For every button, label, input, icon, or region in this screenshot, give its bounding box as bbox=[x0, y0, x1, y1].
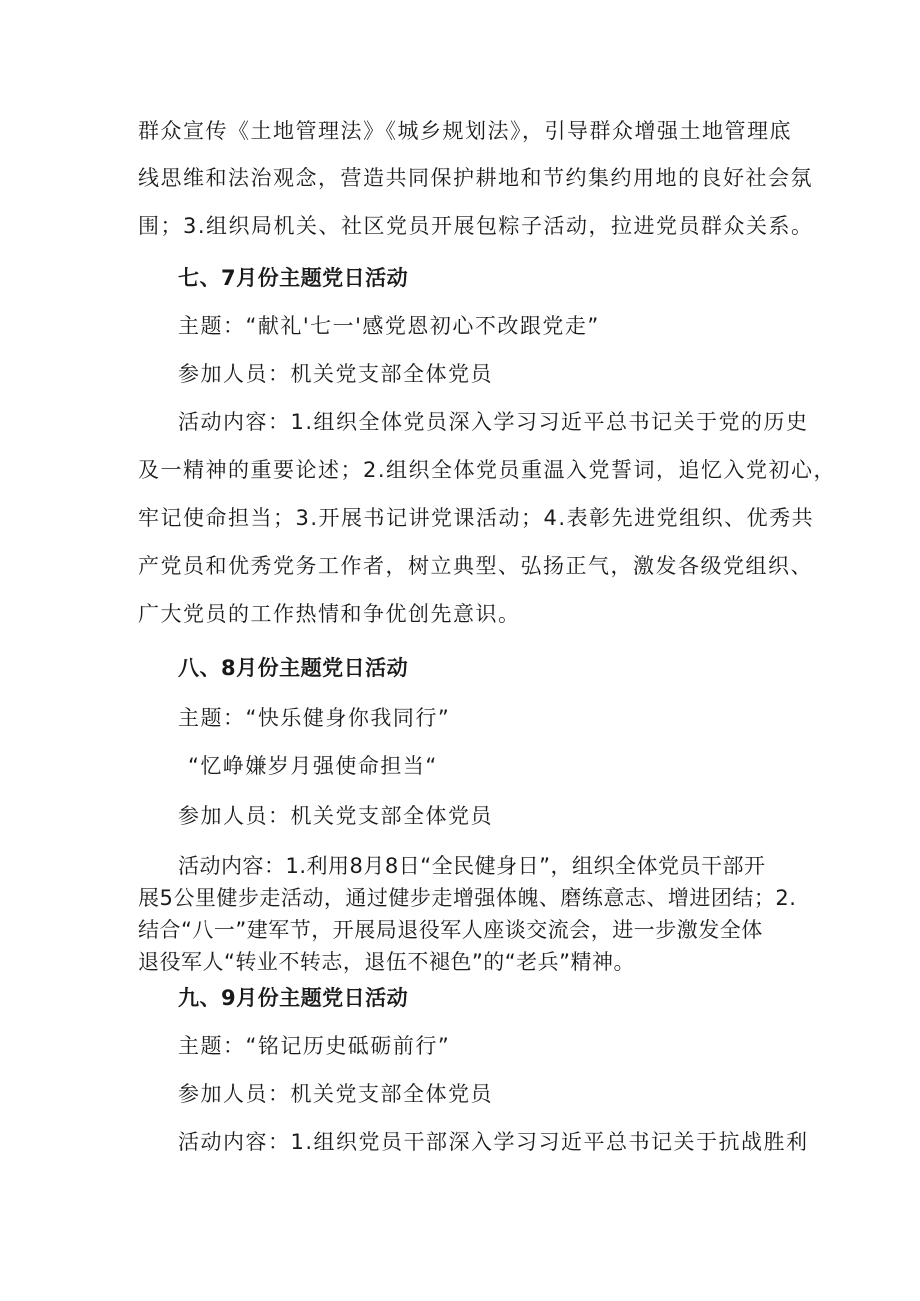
section-8-theme: 主题：“快乐健身你我同行” bbox=[178, 706, 451, 730]
section-7-content-line: 牢记使命担当；3.开展书记讲党课活动；4.表彰先进党组织、优秀共 bbox=[138, 506, 815, 530]
section-7-content-line: 产党员和优秀党务工作者，树立典型、弘扬正气，激发各级党组织、 bbox=[138, 554, 813, 578]
section-9-content-line: 活动内容：1.组织党员干部深入学习习近平总书记关于抗战胜利 bbox=[178, 1130, 809, 1154]
section-7-content-line: 广大党员的工作热情和争优创先意识。 bbox=[138, 602, 521, 626]
section-8-participants: 参加人员：机关党支部全体党员 bbox=[178, 804, 493, 828]
section-7-content-line: 及一精神的重要论述；2.组织全体党员重温入党誓词，追忆入党初心， bbox=[138, 458, 837, 482]
section-8-content-line: 结合“八一”建军节，开展局退役军人座谈交流会，进一步激发全体 bbox=[138, 918, 763, 942]
section-9-heading: 九、9月份主题党日活动 bbox=[178, 986, 409, 1010]
paragraph-line: 围；3.组织局机关、社区党员开展包粽子活动，拉进党员群众关系。 bbox=[138, 214, 814, 238]
section-7-participants: 参加人员：机关党支部全体党员 bbox=[178, 362, 493, 386]
section-8-heading: 八、8月份主题党日活动 bbox=[178, 656, 409, 680]
section-9-participants: 参加人员：机关党支部全体党员 bbox=[178, 1082, 493, 1106]
section-8-theme-2: “忆峥嫌岁月强使命担当“ bbox=[188, 754, 438, 778]
paragraph-line: 群众宣传《土地管理法》《城乡规划法》，引导群众增强土地管理底 bbox=[138, 119, 792, 143]
section-7-heading: 七、7月份主题党日活动 bbox=[178, 266, 409, 290]
section-7-theme: 主题：“献礼'七一'感党恩初心不改跟党走” bbox=[178, 314, 600, 338]
section-8-content-line: 活动内容：1.利用8月8日“全民健身日”，组织全体党员干部开 bbox=[178, 854, 766, 878]
section-8-content-line: 展5公里健步走活动，通过健步走增强体魄、磨练意志、增进团结；2. bbox=[138, 886, 797, 910]
paragraph-line: 线思维和法治观念，营造共同保护耕地和节约集约用地的良好社会氛 bbox=[138, 166, 813, 190]
section-8-content-line: 退役军人“转业不转志，退伍不褪色”的“老兵”精神。 bbox=[138, 950, 636, 974]
section-7-content-line: 活动内容：1.组织全体党员深入学习习近平总书记关于党的历史 bbox=[178, 410, 809, 434]
section-9-theme: 主题：“铭记历史砥砺前行” bbox=[178, 1034, 451, 1058]
